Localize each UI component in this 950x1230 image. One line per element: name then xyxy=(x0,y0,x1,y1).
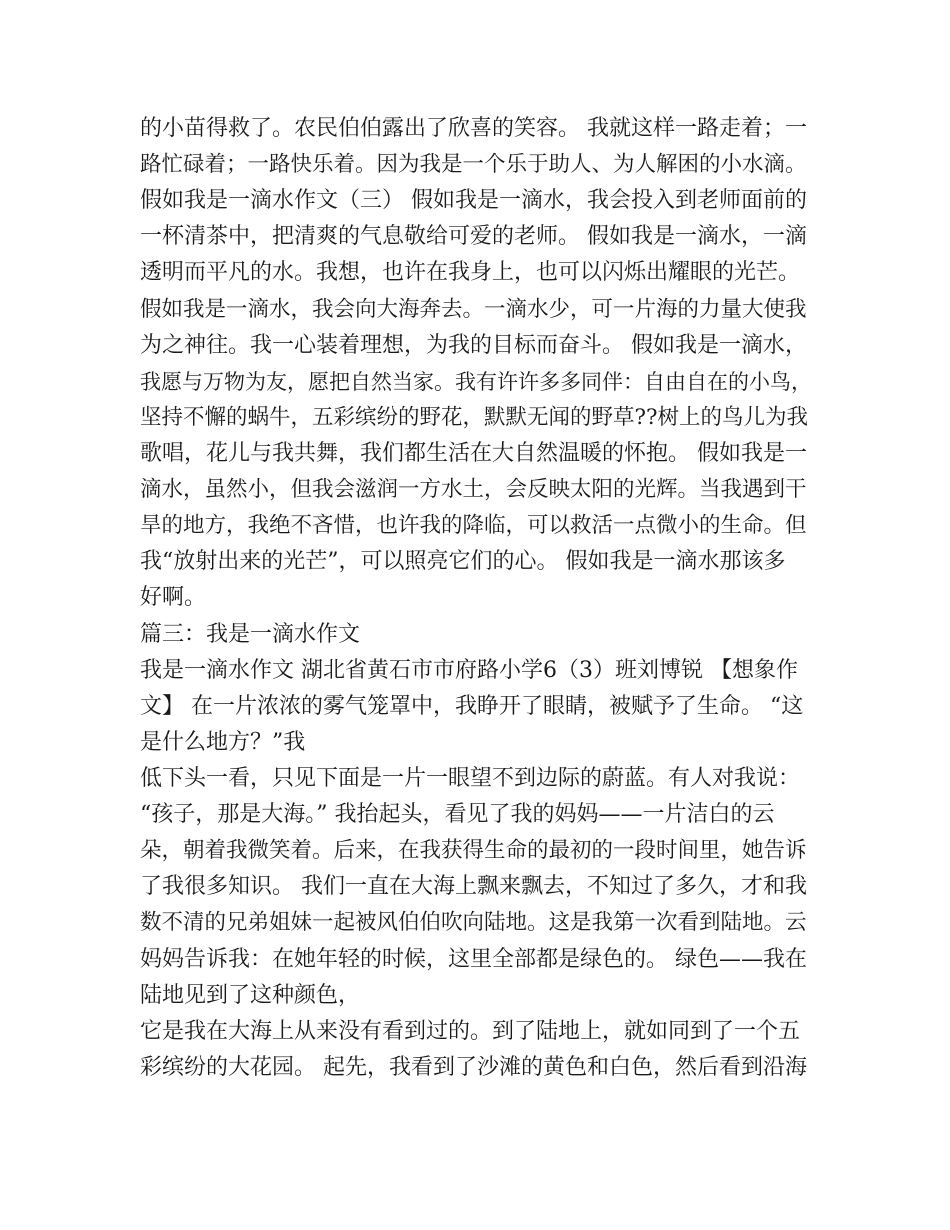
text-line: 数不清的兄弟姐妹一起被风伯伯吹向陆地。这是我第一次看到陆地。云 xyxy=(140,910,807,935)
text-line: 坚持不懈的蜗牛，五彩缤纷的野花，默默无闻的野草??树上的鸟儿为我 xyxy=(140,405,809,430)
text-line: 旱的地方，我绝不吝惜，也许我的降临，可以救活一点微小的生命。但 xyxy=(140,513,807,538)
text-line: 路忙碌着；一路快乐着。因为我是一个乐于助人、为人解困的小水滴。 xyxy=(140,152,807,177)
text-line: 歌唱，花儿与我共舞，我们都生活在大自然温暖的怀抱。 假如我是一 xyxy=(140,441,807,466)
text-line: 我是一滴水作文 湖北省黄石市市府路小学6（3）班刘博锐 【想象作 xyxy=(140,658,798,683)
text-line: 它是我在大海上从来没有看到过的。到了陆地上，就如同到了一个五 xyxy=(140,1019,801,1044)
text-line: 低下头一看，只见下面是一片一眼望不到边际的蔚蓝。有人对我说： xyxy=(140,766,801,791)
text-line: 妈妈告诉我：在她年轻的时候，这里全部都是绿色的。 绿色——我在 xyxy=(140,947,807,972)
text-line: 是什么地方？”我 xyxy=(140,730,306,755)
text-line: 我“放射出来的光芒”，可以照亮它们的心。 假如我是一滴水那该多 xyxy=(140,549,786,574)
text-line: 好啊。 xyxy=(140,585,207,610)
text-line: 假如我是一滴水，我会向大海奔去。一滴水少，可一片海的力量大使我 xyxy=(140,297,807,322)
text-line: 了我很多知识。 我们一直在大海上飘来飘去，不知过了多久，才和我 xyxy=(140,874,807,899)
text-line: 文】 在一片浓浓的雾气笼罩中，我睁开了眼睛，被赋予了生命。 “这 xyxy=(140,694,804,719)
text-line: 陆地见到了这种颜色， xyxy=(140,983,361,1008)
text-line: 为之神往。我一心装着理想，为我的目标而奋斗。 假如我是一滴水， xyxy=(140,333,807,358)
text-line: 透明而平凡的水。我想，也许在我身上，也可以闪烁出耀眼的光芒。 xyxy=(140,260,801,285)
text-line: 假如我是一滴水作文（三） 假如我是一滴水，我会投入到老师面前的 xyxy=(140,188,807,213)
text-line: 的小苗得救了。农民伯伯露出了欣喜的笑容。 我就这样一路走着；一 xyxy=(140,116,807,141)
text-line: 彩缤纷的大花园。 起先，我看到了沙滩的黄色和白色，然后看到沿海 xyxy=(140,1055,807,1080)
text-line: 一杯清茶中，把清爽的气息敬给可爱的老师。 假如我是一滴水，一滴 xyxy=(140,224,807,249)
text-line: 滴水，虽然小，但我会滋润一方水土，会反映太阳的光辉。当我遇到干 xyxy=(140,477,807,502)
section-heading: 篇三：我是一滴水作文 xyxy=(140,622,361,647)
text-line: 朵，朝着我微笑着。后来，在我获得生命的最初的一段时间里，她告诉 xyxy=(140,838,807,863)
text-line: “孩子，那是大海。” 我抬起头，看见了我的妈妈——一片洁白的云 xyxy=(140,802,775,827)
text-line: 我愿与万物为友，愿把自然当家。我有许许多多同伴：自由自在的小鸟， xyxy=(140,370,812,394)
